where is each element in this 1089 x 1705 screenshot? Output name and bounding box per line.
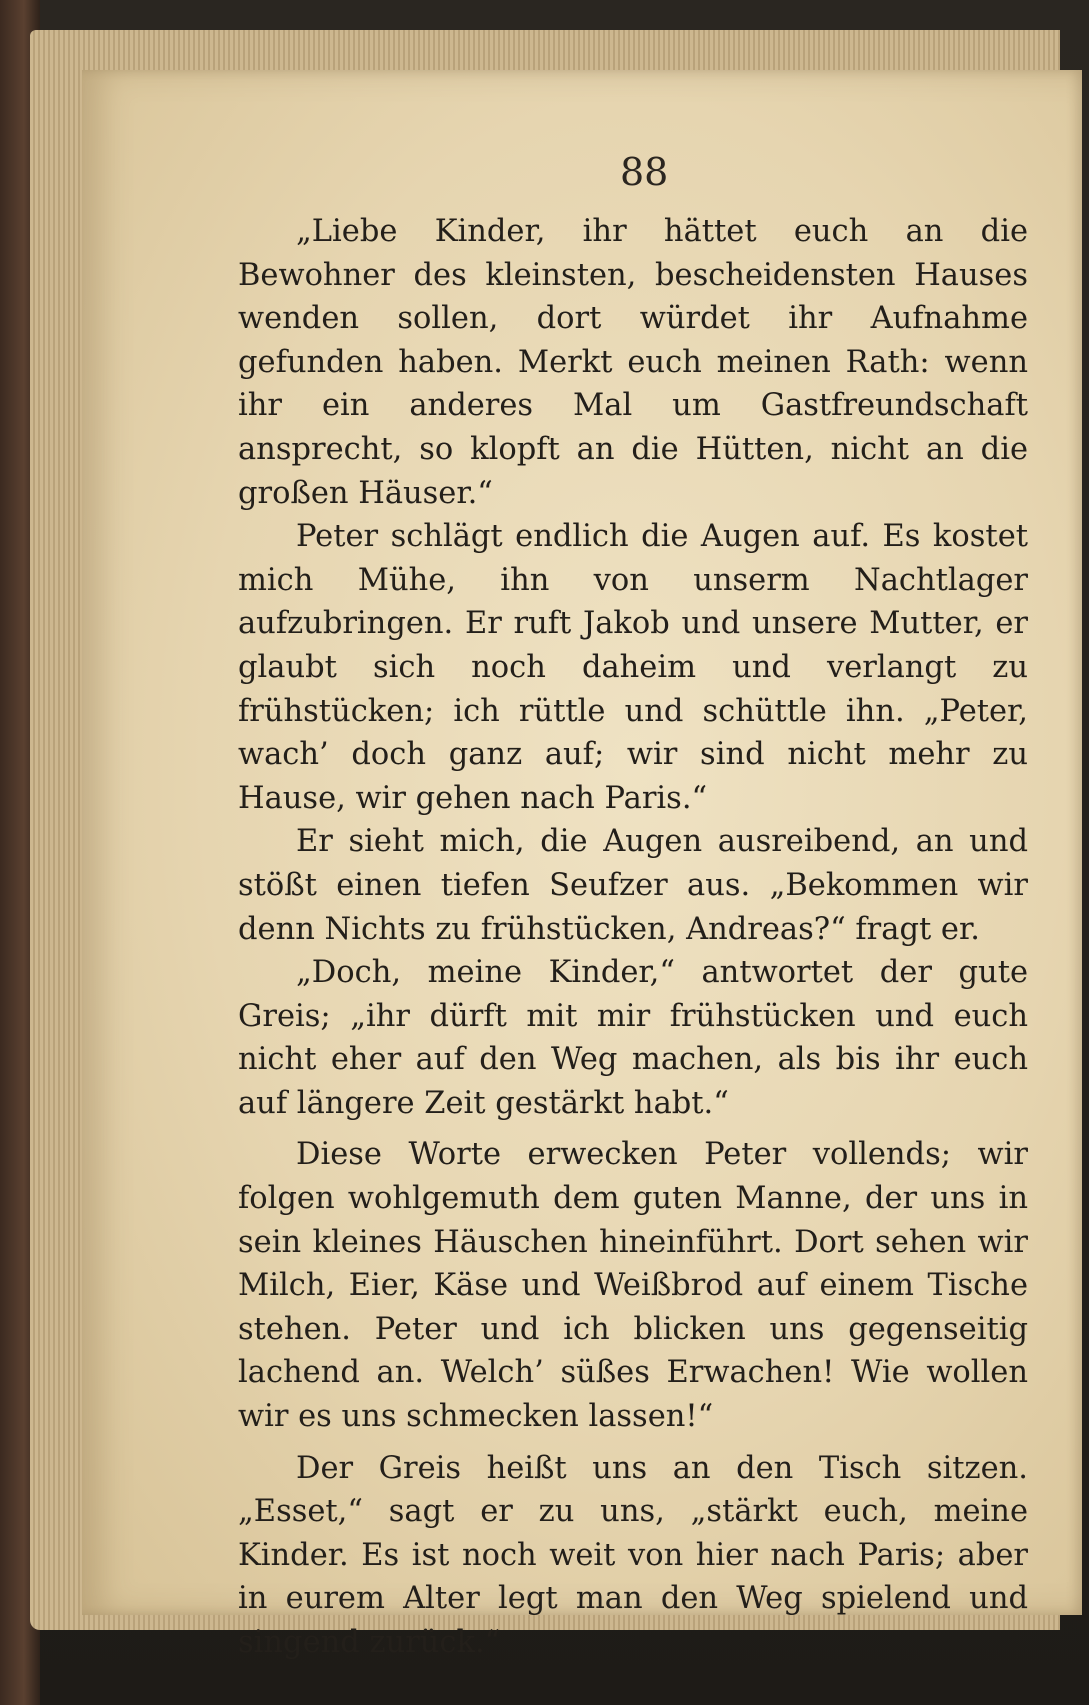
paragraph: Diese Worte erwecken Peter vollends; wir folgen wohlgemuth dem guten Manne, der uns in sein kleines Häuschen hineinführt. Dort sehen wir Milch, Eier, Käse und Weißbrod auf einem Tische stehen. Peter und ich blicken uns gegenseitig lachend an. Welch’ süßes Erwachen! Wie wollen wir es uns schmecken lassen!“: [238, 1137, 1028, 1435]
page-text: [238, 210, 1028, 1665]
paragraph: „Liebe Kinder, ihr hättet euch an die Bewohner des kleinsten, bescheidensten Hauses wenden sollen, dort würdet ihr Aufnahme gefunden haben. Merkt euch meinen Rath: wenn ihr ein anderes Mal um Gastfreundschaft ansprecht, so klopft an die Hütten, nicht an die großen Häuser.“: [238, 214, 1028, 511]
paragraph: Er sieht mich, die Augen ausreibend, an und stößt einen tiefen Seufzer aus. „Bekommen wir denn Nichts zu frühstücken, Andreas?“ fragt er.: [238, 824, 1028, 947]
paragraph: „Doch, meine Kinder,“ antwortet der gute Greis; „ihr dürft mit mir frühstücken und euch nicht eher auf den Weg machen, als bis ihr euch auf längere Zeit gestärkt habt.“: [238, 955, 1028, 1121]
paragraph: Peter schlägt endlich die Augen auf. Es kostet mich Mühe, ihn von unserm Nachtlager aufzubringen. Er ruft Jakob und unsere Mutter, er glaubt sich noch daheim und verlangt zu frühstücken; ich rüttle und schüttle ihn. „Peter, wach’ doch ganz auf; wir sind nicht mehr zu Hause, wir gehen nach Paris.“: [238, 519, 1028, 816]
page-number: 88: [620, 150, 669, 194]
paragraph: Der Greis heißt uns an den Tisch sitzen. „Esset,“ sagt er zu uns, „stärkt euch, meine Kinder. Es ist noch weit von hier nach Paris; aber in eurem Alter legt man den Weg spielend und singend zurück.“: [238, 1450, 1028, 1660]
